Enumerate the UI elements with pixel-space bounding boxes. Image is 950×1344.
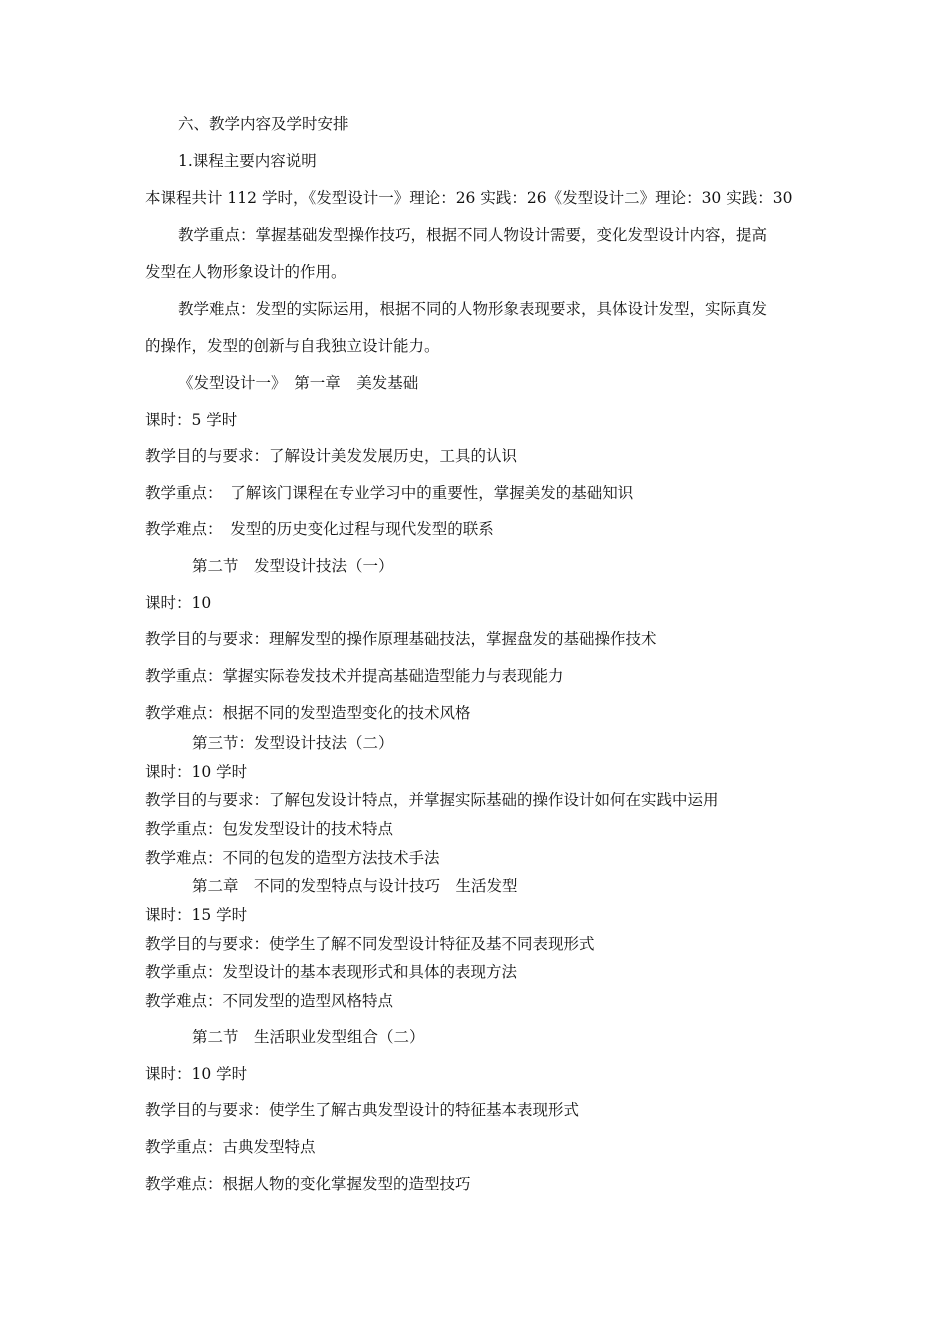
- chapter1-section3-hours: 课时：10 学时: [145, 763, 248, 781]
- chapter1-section3-difficulty: 教学难点：不同的包发的造型方法技术手法: [145, 849, 440, 867]
- chapter1-goal: 教学目的与要求：了解设计美发发展历史，工具的认识: [145, 447, 518, 465]
- chapter2-goal: 教学目的与要求：使学生了解不同发型设计特征及基不同表现形式: [145, 935, 595, 953]
- chapter1-title: 《发型设计一》 第一章 美发基础: [178, 374, 419, 392]
- chapter1-section3-goal: 教学目的与要求：了解包发设计特点，并掌握实际基础的操作设计如何在实践中运用: [145, 791, 719, 809]
- key-points-paragraph-line1: 教学重点：掌握基础发型操作技巧，根据不同人物设计需要，变化发型设计内容，提高: [178, 226, 768, 244]
- chapter1-key: 教学重点： 了解该门课程在专业学习中的重要性，掌握美发的基础知识: [145, 484, 634, 502]
- difficulties-paragraph-line1: 教学难点：发型的实际运用，根据不同的人物形象表现要求，具体设计发型，实际真发: [178, 300, 768, 318]
- chapter2-difficulty: 教学难点：不同发型的造型风格特点: [145, 992, 394, 1010]
- chapter1-section3-key: 教学重点：包发发型设计的技术特点: [145, 820, 394, 838]
- chapter2-section2-difficulty: 教学难点：根据人物的变化掌握发型的造型技巧: [145, 1175, 471, 1193]
- chapter2-hours: 课时：15 学时: [145, 906, 248, 924]
- chapter1-section2-title: 第二节 发型设计技法（一）: [192, 557, 394, 575]
- chapter1-section3-title: 第三节：发型设计技法（二）: [192, 734, 394, 752]
- chapter1-difficulty: 教学难点： 发型的历史变化过程与现代发型的联系: [145, 520, 494, 538]
- chapter2-title: 第二章 不同的发型特点与设计技巧 生活发型: [192, 877, 518, 895]
- chapter1-section2-key: 教学重点：掌握实际卷发技术并提高基础造型能力与表现能力: [145, 667, 564, 685]
- chapter2-section2-goal: 教学目的与要求：使学生了解古典发型设计的特征基本表现形式: [145, 1101, 580, 1119]
- total-hours-paragraph: 本课程共计 112 学时，《发型设计一》理论：26 实践：26《发型设计二》理论：30 实践：30: [145, 189, 793, 207]
- chapter2-section2-title: 第二节 生活职业发型组合（二）: [192, 1028, 425, 1046]
- difficulties-paragraph-line2: 的操作，发型的创新与自我独立设计能力。: [145, 337, 440, 355]
- chapter1-hours: 课时：5 学时: [145, 411, 238, 429]
- chapter1-section2-hours: 课时：10: [145, 594, 212, 612]
- chapter1-section2-goal: 教学目的与要求：理解发型的操作原理基础技法，掌握盘发的基础操作技术: [145, 630, 657, 648]
- subheading: 1.课程主要内容说明: [178, 152, 317, 170]
- chapter2-key: 教学重点：发型设计的基本表现形式和具体的表现方法: [145, 963, 518, 981]
- chapter2-section2-hours: 课时：10 学时: [145, 1065, 248, 1083]
- key-points-paragraph-line2: 发型在人物形象设计的作用。: [145, 263, 347, 281]
- section-heading: 六、教学内容及学时安排: [178, 115, 349, 133]
- chapter1-section2-difficulty: 教学难点：根据不同的发型造型变化的技术风格: [145, 704, 471, 722]
- chapter2-section2-key: 教学重点：古典发型特点: [145, 1138, 316, 1156]
